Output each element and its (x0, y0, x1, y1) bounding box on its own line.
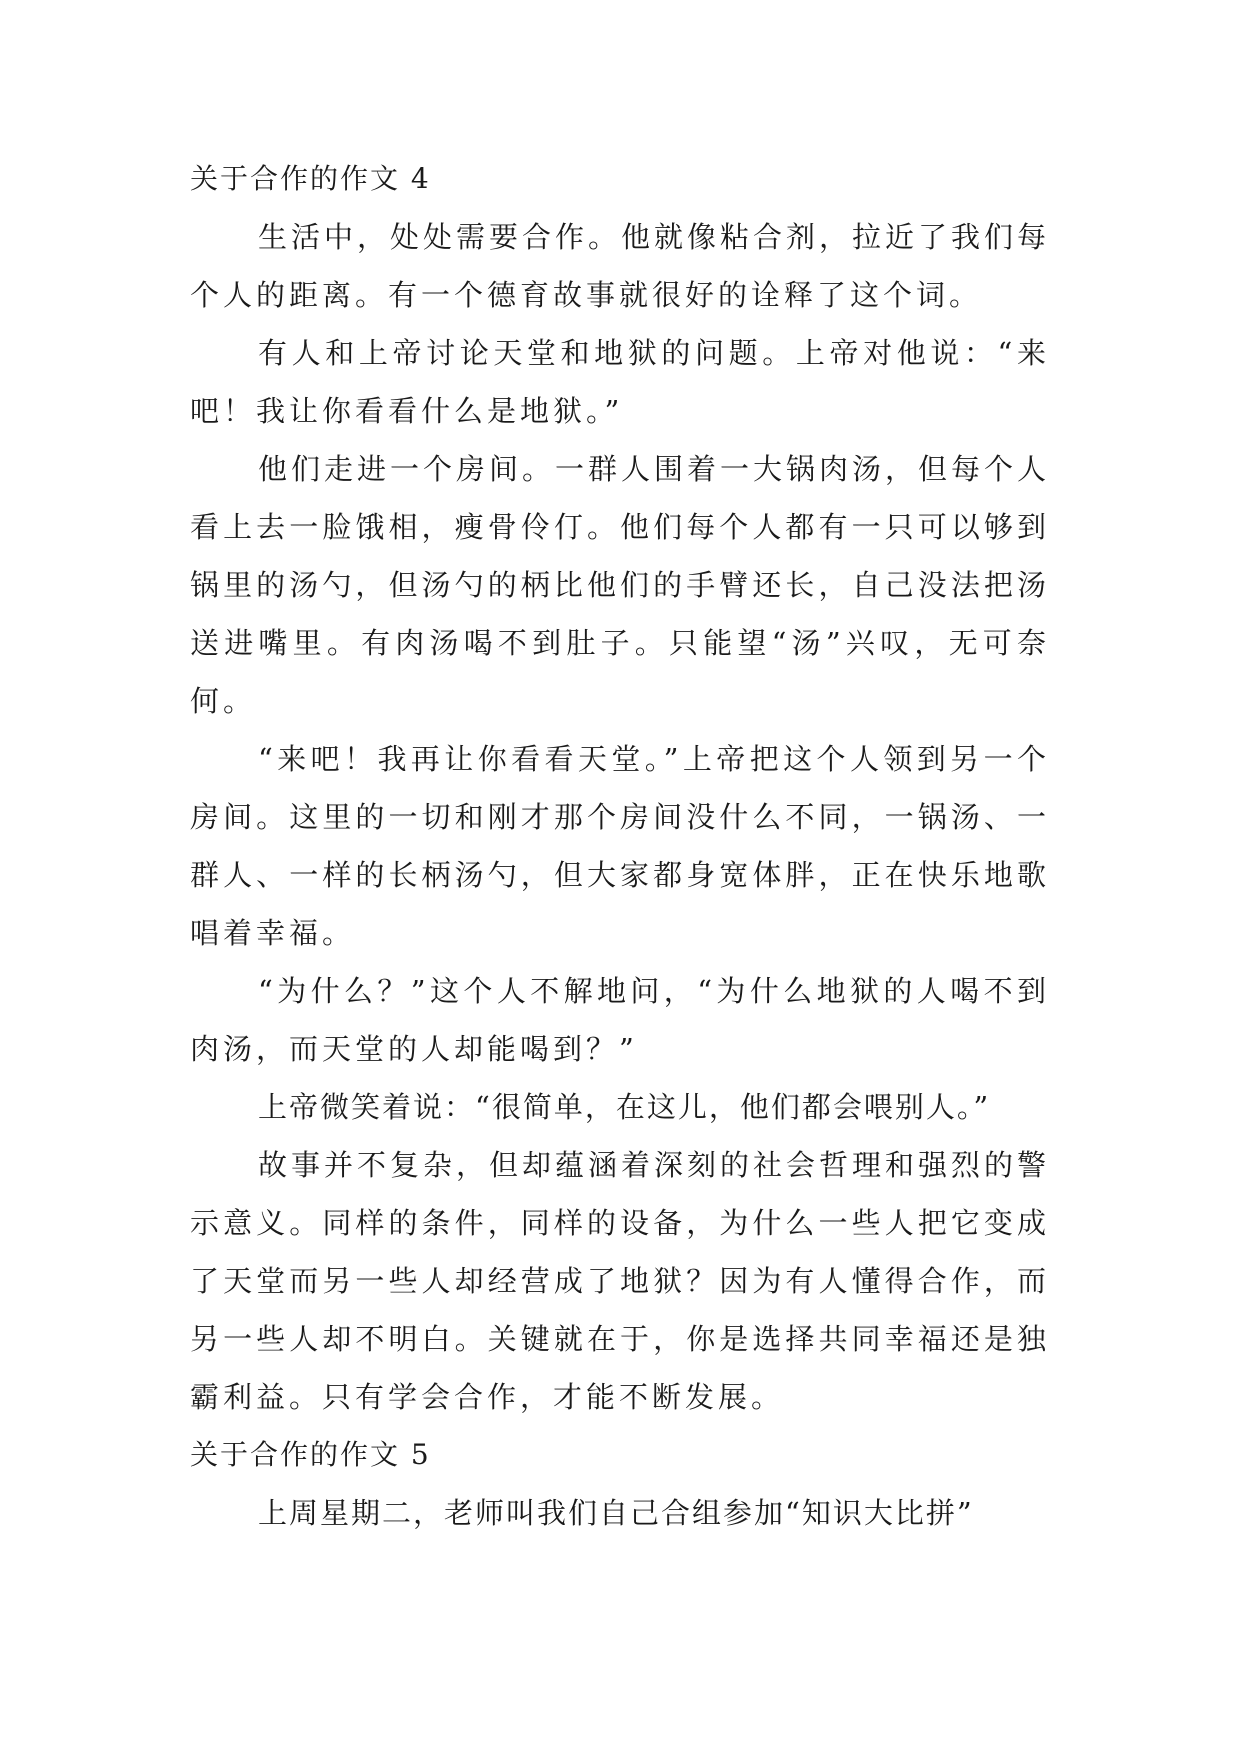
paragraph: “来吧！我再让你看看天堂。”上帝把这个人领到另一个房间。这里的一切和刚才那个房间没什么不同，一锅汤、一群人、一样的长柄汤勺，但大家都身宽体胖，正在快乐地歌唱着幸福。 (190, 742, 1050, 950)
paragraph: “为什么？”这个人不解地问，“为什么地狱的人喝不到肉汤，而天堂的人却能喝到？” (190, 974, 1050, 1066)
document-page (190, 150, 1050, 1542)
paragraph: 上帝微笑着说：“很简单，在这儿，他们都会喂别人。” (258, 1090, 991, 1124)
paragraph: 生活中，处处需要合作。他就像粘合剂，拉近了我们每个人的距离。有一个德育故事就很好的诠释了这个词。 (190, 220, 1051, 312)
paragraph: 故事并不复杂，但却蕴涵着深刻的社会哲理和强烈的警示意义。同样的条件，同样的设备，为什么一些人把它变成了天堂而另一些人却经营成了地狱？因为有人懂得合作，而另一些人却不明白。关键就在于，你是选择共同幸福还是独霸利益。只有学会合作，才能不断发展。 (190, 1148, 1051, 1414)
section-heading: 关于合作的作文 4 (190, 162, 431, 195)
paragraph: 有人和上帝讨论天堂和地狱的问题。上帝对他说：“来吧！我让你看看什么是地狱。” (190, 336, 1050, 428)
section-heading: 关于合作的作文 5 (190, 1438, 431, 1471)
paragraph: 他们走进一个房间。一群人围着一大锅肉汤，但每个人看上去一脸饿相，瘦骨伶仃。他们每个人都有一只可以够到锅里的汤勺，但汤勺的柄比他们的手臂还长，自己没法把汤送进嘴里。有肉汤喝不到肚子。只能望“汤”兴叹，无可奈何。 (190, 452, 1051, 718)
paragraph: 上周星期二，老师叫我们自己合组参加“知识大比拼” (258, 1496, 974, 1530)
